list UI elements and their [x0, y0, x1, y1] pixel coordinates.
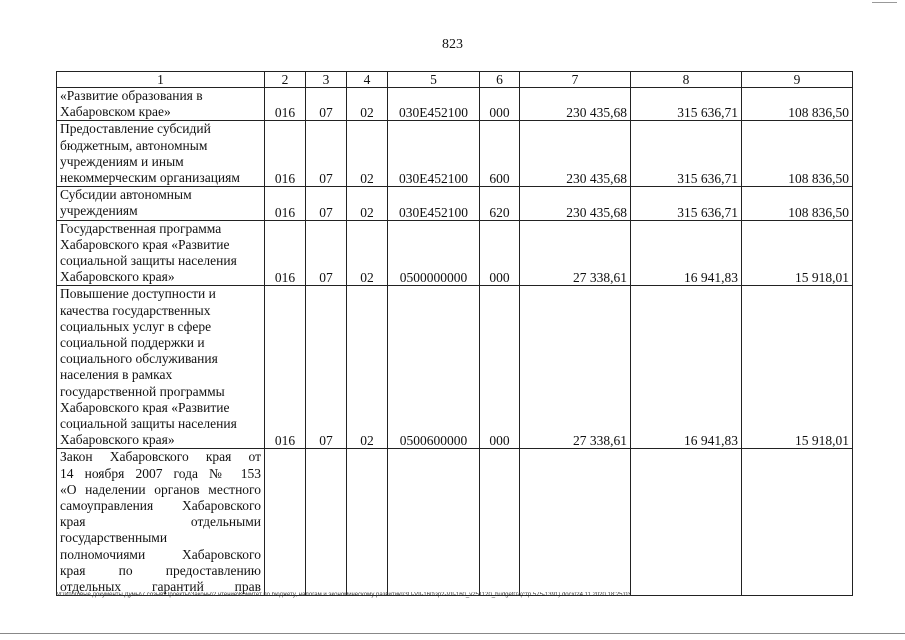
cell-c7: 27 338,61 [520, 286, 631, 449]
cell-c5: 0500000000 [388, 220, 480, 286]
cell-c6: 000 [480, 220, 520, 286]
cell-c7: 230 435,68 [520, 88, 631, 121]
scan-edge-line [872, 2, 897, 3]
row-name: Субсидии автономным учреждениям [57, 187, 265, 220]
cell-c2 [265, 449, 306, 596]
row-name: Закон Хабаровского края от 14 ноября 2007 года № 153 «О наделении органов местного самоуправления Хабаровского края отдельными государственными полномочиями Хабаровского края по предоставлению отдельных гарантий прав [57, 449, 265, 596]
column-header: 9 [742, 72, 853, 88]
budget-table [56, 71, 853, 596]
cell-c2: 016 [265, 88, 306, 121]
column-header: 5 [388, 72, 480, 88]
cell-c9: 108 836,50 [742, 187, 853, 220]
cell-c4: 02 [347, 220, 388, 286]
cell-c3 [306, 449, 347, 596]
cell-c7: 27 338,61 [520, 220, 631, 286]
column-header: 1 [57, 72, 265, 88]
table-row [57, 187, 853, 220]
cell-c6 [480, 449, 520, 596]
column-header: 8 [631, 72, 742, 88]
cell-c3: 07 [306, 121, 347, 187]
cell-c8 [631, 449, 742, 596]
cell-c3: 07 [306, 286, 347, 449]
cell-c5: 0500600000 [388, 286, 480, 449]
cell-c4: 02 [347, 88, 388, 121]
cell-c2: 016 [265, 121, 306, 187]
table-header-row [57, 72, 853, 88]
row-name: Государственная программа Хабаровского края «Развитие социальной защиты населения Хабаровского края» [57, 220, 265, 286]
cell-c8: 315 636,71 [631, 121, 742, 187]
table-row [57, 121, 853, 187]
cell-c7: 230 435,68 [520, 187, 631, 220]
cell-c7 [520, 449, 631, 596]
cell-c9: 15 918,01 [742, 286, 853, 449]
document-path-footer: М:\Итоговые документы Думы\7 созыв\Проекты\Законы\2 чтение\Комитет по бюджету, налогам и экономическому развитию\ЗП-VII-160\зр2-VII-160_v251120_budget02(стр 575-1391).docx/24.11.2020 18:25:03 [56, 592, 631, 598]
row-name: «Развитие образования в Хабаровском крае» [57, 88, 265, 121]
cell-c3: 07 [306, 220, 347, 286]
column-header: 4 [347, 72, 388, 88]
cell-c2: 016 [265, 220, 306, 286]
cell-c2: 016 [265, 286, 306, 449]
cell-c4: 02 [347, 121, 388, 187]
cell-c8: 315 636,71 [631, 88, 742, 121]
table-row [57, 286, 853, 449]
table-row [57, 88, 853, 121]
cell-c9 [742, 449, 853, 596]
cell-c4 [347, 449, 388, 596]
cell-c4: 02 [347, 286, 388, 449]
column-header: 7 [520, 72, 631, 88]
scan-edge-line [0, 633, 905, 634]
table-row [57, 220, 853, 286]
cell-c4: 02 [347, 187, 388, 220]
cell-c5 [388, 449, 480, 596]
cell-c6: 600 [480, 121, 520, 187]
column-header: 6 [480, 72, 520, 88]
cell-c8: 315 636,71 [631, 187, 742, 220]
cell-c5: 030E452100 [388, 88, 480, 121]
column-header: 2 [265, 72, 306, 88]
cell-c9: 15 918,01 [742, 220, 853, 286]
cell-c6: 000 [480, 286, 520, 449]
cell-c3: 07 [306, 88, 347, 121]
page-number: 823 [442, 37, 463, 52]
table-row [57, 449, 853, 596]
cell-c8: 16 941,83 [631, 286, 742, 449]
cell-c3: 07 [306, 187, 347, 220]
cell-c9: 108 836,50 [742, 88, 853, 121]
cell-c5: 030E452100 [388, 121, 480, 187]
cell-c6: 620 [480, 187, 520, 220]
cell-c7: 230 435,68 [520, 121, 631, 187]
row-name: Повышение доступности и качества государственных социальных услуг в сфере социальной поддержки и социального обслуживания населения в рамках государственной программы Хабаровского края «Развитие социальной защиты населения Хабаровского края» [57, 286, 265, 449]
cell-c2: 016 [265, 187, 306, 220]
cell-c5: 030E452100 [388, 187, 480, 220]
cell-c6: 000 [480, 88, 520, 121]
cell-c8: 16 941,83 [631, 220, 742, 286]
column-header: 3 [306, 72, 347, 88]
row-name: Предоставление субсидий бюджетным, автономным учреждениям и иным некоммерческим организациям [57, 121, 265, 187]
cell-c9: 108 836,50 [742, 121, 853, 187]
